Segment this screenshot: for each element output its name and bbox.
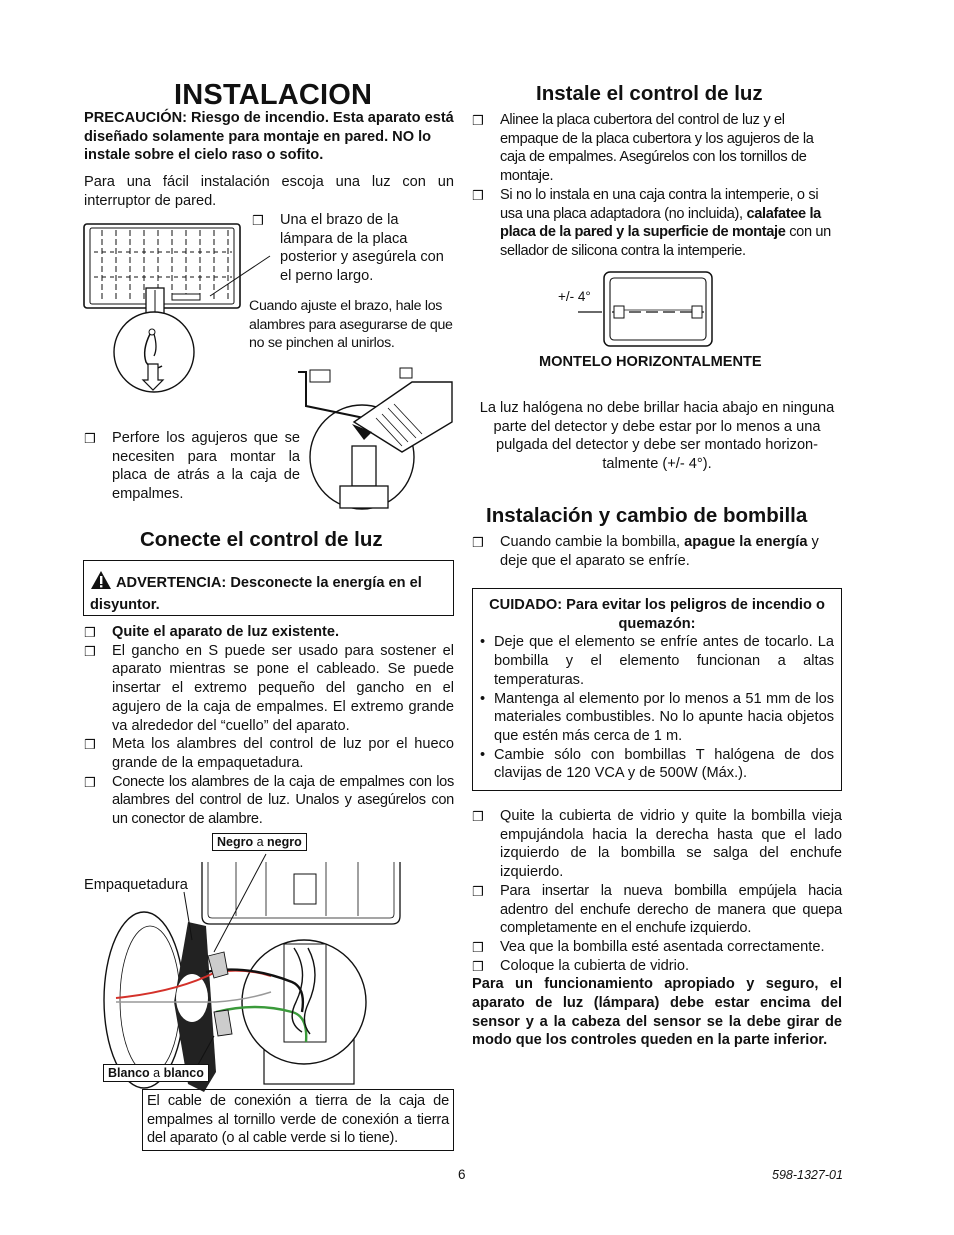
step-attach-arm: ❒ Una el brazo de la lámpara de la placa posterior y asegúrela con el perno largo. xyxy=(252,212,444,285)
list-item: ❒ Meta los alambres del control de luz por el hueco grande de la empaquetadura. xyxy=(84,736,454,771)
checkbox-icon: ❒ xyxy=(472,883,484,899)
bulb-steps xyxy=(472,807,842,1050)
caution-title: CUIDADO: Para evitar los peligros de incendio o quemazón: xyxy=(489,597,825,632)
halogen-note: La luz halógena no debe brillar hacia abajo en ninguna parte del detector y debe estar por lo menos a una pulgada del detector y debe ser montado horizon-talmente (+/- 4°). xyxy=(479,400,835,473)
list-item: ❒ Quite la cubierta de vidrio y quite la bombilla vieja empujándola hacia la derecha hasta que el lado izquierdo de la bombilla se salga del enchufe izquierdo. xyxy=(472,808,842,881)
angle-label: +/- 4° xyxy=(558,289,591,304)
horizontal-mount-illustration xyxy=(578,270,728,350)
list-item: ❒ Alinee la placa cubertora del control de luz y el empaque de la placa cubertora y los agujeros de la caja de empalmes. Asegúrelos con los tornillos de montaje. xyxy=(472,112,814,185)
list-item: • Deje que el elemento se enfríe antes de tocarlo. La bombilla y el elemento funcionan a altas temperaturas. xyxy=(480,633,834,689)
arm-note: Cuando ajuste el brazo, hale los alambres para asegurarse de que no se pinchen al unirlos. xyxy=(249,298,453,352)
install-heading: Instale el control de luz xyxy=(536,82,763,105)
checkbox-icon: ❒ xyxy=(472,187,484,203)
checkbox-icon: ❒ xyxy=(252,213,264,228)
label-white-to-white: Blanco a blanco xyxy=(103,1064,209,1082)
fixture-arm-illustration xyxy=(80,222,260,402)
page-number: 6 xyxy=(458,1167,466,1182)
checkbox-icon: ❒ xyxy=(472,958,484,974)
intro-text: Para una fácil instalación escoja una luz con un interruptor de pared. xyxy=(84,174,454,209)
precaution-text: PRECAUCIÓN: Riesgo de incendio. Esta aparato está diseñado solamente para montaje en pared. NO lo instale sobre el cielo raso o sofito. xyxy=(84,110,454,164)
document-code: 598-1327-01 xyxy=(772,1168,843,1182)
bulb-heading: Instalación y cambio de bombilla xyxy=(486,504,808,527)
warning-icon xyxy=(90,570,112,596)
list-item: ❒ Conecte los alambres de la caja de empalmes con los alambres del control de luz. Unalos y asegúrelos con un conector de alambre. xyxy=(84,773,454,828)
install-steps xyxy=(472,111,842,261)
checkbox-icon: ❒ xyxy=(472,809,484,824)
final-note: Para un funcionamiento apropiado y seguro, el aparato de luz (lámpara) debe estar encima del sensor y a la cabeza del sensor se la debe girar de modo que los controles queden en la parte inferior. xyxy=(472,976,842,1049)
checkbox-icon: ❒ xyxy=(84,431,96,446)
step-drill: ❒ Perfore los agujeros que se necesiten para montar la placa de atrás a la caja de empalmes. xyxy=(84,430,300,503)
list-item: • Mantenga al elemento por lo menos a 51 mm de los materiales combustibles. No lo apunte hacia objetos que estén más cerca de 1 m. xyxy=(480,690,834,746)
list-item: ❒ Para insertar la nueva bombilla empújela hacia adentro del enchufe derecho de manera que quepa completamente en el enchufe izquierdo. xyxy=(472,882,842,937)
list-item: • Cambie sólo con bombillas T halógena de dos clavijas de 120 VCA y de 500W (Máx.). xyxy=(480,746,834,783)
label-gasket: Empaquetadura xyxy=(84,877,188,893)
list-item: ❒ Vea que la bombilla esté asentada correctamente. xyxy=(472,938,842,957)
caution-box xyxy=(472,588,842,791)
drill-illustration xyxy=(292,362,462,512)
list-item: ❒ Coloque la cubierta de vidrio. xyxy=(472,957,842,976)
checkbox-icon: ❒ xyxy=(472,939,484,955)
connect-steps xyxy=(84,623,454,829)
checkbox-icon: ❒ xyxy=(472,535,484,550)
checkbox-icon: ❒ xyxy=(472,113,484,128)
checkbox-icon: ❒ xyxy=(84,774,96,790)
bulb-step-1: ❒ Cuando cambie la bombilla, apague la energía y deje que el aparato se enfríe. xyxy=(472,534,819,569)
list-item: ❒ Quite el aparato de luz existente. xyxy=(84,623,454,642)
checkbox-icon: ❒ xyxy=(84,625,96,640)
list-item: ❒ Si no lo instala en una caja contra la intemperie, o si usa una placa adaptadora (no incluida), calafatee la placa de la pared y la superficie de montaje con un sellador de silicona contra la intemperie. xyxy=(472,186,831,259)
connect-heading: Conecte el control de luz xyxy=(140,528,383,551)
mount-caption: MONTELO HORIZONTALMENTE xyxy=(539,354,762,370)
warning-box: ADVERTENCIA: Desconecte la energía en el disyuntor. xyxy=(83,560,454,616)
label-black-to-black: Negro a negro xyxy=(212,833,307,851)
page-title: INSTALACION xyxy=(174,79,373,111)
checkbox-icon: ❒ xyxy=(84,643,96,659)
list-item: ❒ El gancho en S puede ser usado para sostener el aparato mientras se pone el cableado. Se puede insertar el extremo pequeño del gancho en el agujero de la caja de empalmes. El extremo grande va alrededor del “cuello” del aparato. xyxy=(84,642,454,734)
ground-note: El cable de conexión a tierra de la caja de empalmes al tornillo verde de conexión a tierra del aparato (o al cable verde si lo tiene). xyxy=(142,1089,454,1151)
checkbox-icon: ❒ xyxy=(84,737,96,753)
